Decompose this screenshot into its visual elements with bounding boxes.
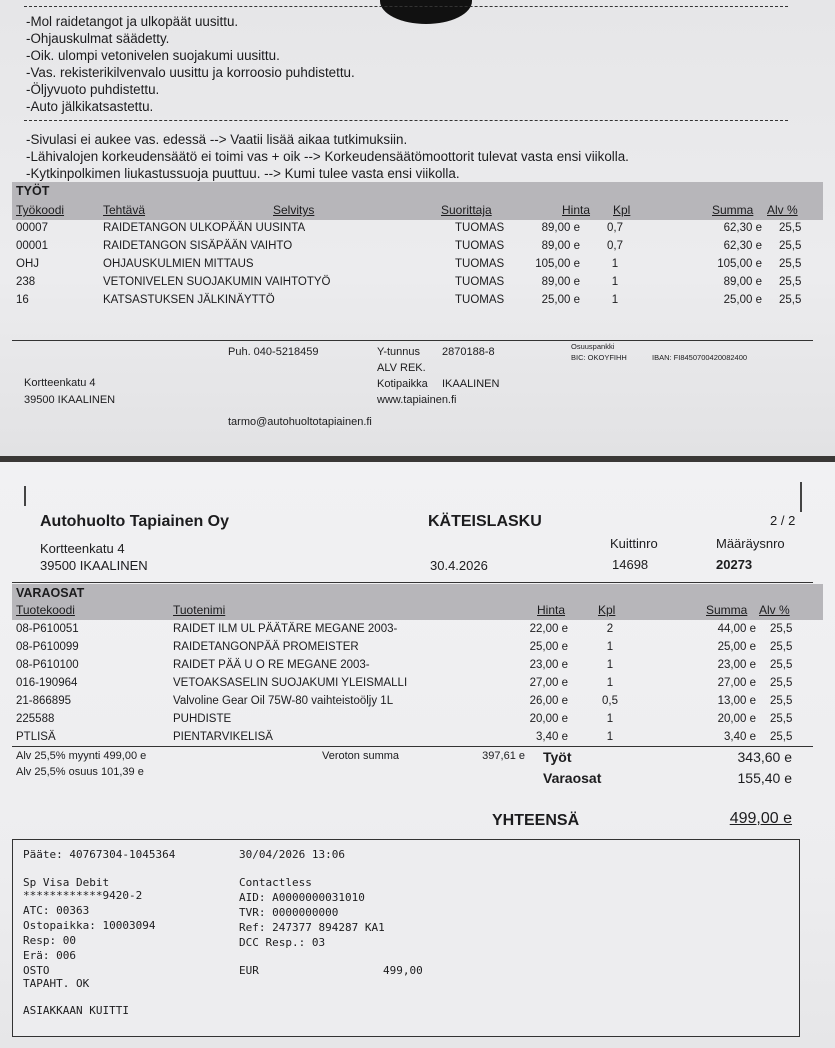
receipt-footer: ASIAKKAAN KUITTI: [23, 1004, 129, 1017]
order-label: Määräysnro: [716, 536, 785, 551]
work-qty: 1: [611, 276, 619, 288]
col-header-price: Hinta: [562, 203, 591, 217]
col-header-code: Tuotekoodi: [16, 603, 75, 617]
atc: ATC: 00363: [23, 904, 90, 917]
dashed-divider: [24, 120, 788, 121]
part-qty: 2: [606, 623, 614, 635]
work-code: 16: [16, 294, 29, 306]
card-type: Sp Visa Debit: [23, 876, 110, 889]
part-vat: 25,5: [770, 731, 793, 743]
part-price: 26,00 e: [529, 695, 568, 707]
col-header-task: Tehtävä: [103, 203, 146, 217]
part-vat: 25,5: [770, 713, 793, 725]
part-name: RAIDETANGONPÄÄ PROMEISTER: [173, 641, 359, 653]
work-qty: 0,7: [607, 222, 623, 234]
part-price: 20,00 e: [529, 713, 568, 725]
col-header-qty: Kpl: [613, 203, 631, 217]
work-sum: 89,00 e: [723, 276, 762, 288]
response-code: Resp: 00: [23, 934, 76, 947]
part-price: 3,40 e: [536, 731, 568, 743]
work-task: OHJAUSKULMIEN MITTAUS: [103, 258, 254, 270]
work-vat: 25,5: [779, 276, 802, 288]
dcc-response: DCC Resp.: 03: [239, 936, 326, 949]
alv-share: Alv 25,5% osuus 101,39 e: [16, 766, 144, 778]
work-code: 00001: [16, 240, 48, 252]
work-code: 00007: [16, 222, 48, 234]
work-sum: 62,30 e: [723, 240, 762, 252]
part-qty: 1: [606, 731, 614, 743]
part-code: 08-P610051: [16, 623, 79, 635]
section-divider: [12, 582, 813, 583]
net-value: 397,61 e: [482, 750, 525, 762]
dark-object: [380, 0, 472, 24]
footer-kotipaikka-label: Kotipaikka: [377, 378, 428, 390]
footer-phone: Puh. 040-5218459: [228, 346, 319, 358]
transaction-datetime: 30/04/2026 13:06: [239, 848, 345, 861]
part-code: 225588: [16, 713, 55, 725]
work-task: RAIDETANGON SISÄPÄÄN VAIHTO: [103, 240, 293, 252]
work-code: OHJ: [16, 258, 39, 270]
col-header-vat: Alv %: [759, 603, 790, 617]
work-worker: TUOMAS: [455, 294, 505, 306]
part-sum: 3,40 e: [724, 731, 756, 743]
receipt-amount: 499,00: [383, 964, 423, 977]
part-code: PTLISÄ: [16, 731, 56, 743]
card-number: ************9420-2: [23, 889, 143, 902]
work-price: 89,00 e: [541, 276, 580, 288]
work-price: 25,00 e: [541, 294, 580, 306]
col-header-code: Työkoodi: [16, 203, 65, 217]
col-header-desc: Selvitys: [273, 203, 315, 217]
part-vat: 25,5: [770, 659, 793, 671]
footer-divider: [12, 340, 813, 341]
col-header-qty: Kpl: [598, 603, 616, 617]
work-vat: 25,5: [779, 222, 802, 234]
page-number: 2 / 2: [770, 513, 796, 528]
part-qty: 1: [606, 713, 614, 725]
work-sum: 62,30 e: [723, 222, 762, 234]
part-sum: 23,00 e: [717, 659, 756, 671]
invoice-date: 30.4.2026: [430, 558, 488, 573]
work-vat: 25,5: [779, 258, 802, 270]
col-header-name: Tuotenimi: [173, 603, 226, 617]
batch: Erä: 006: [23, 949, 76, 962]
tyot-title: TYÖT: [16, 184, 50, 198]
part-name: PUHDISTE: [173, 713, 232, 725]
footer-address-city: 39500 IKAALINEN: [24, 394, 116, 406]
dashed-divider: [24, 6, 788, 7]
parts-total-value: 155,40 e: [737, 770, 792, 786]
note-line: -Oik. ulompi vetonivelen suojakumi uusittu.: [26, 48, 280, 63]
work-worker: TUOMAS: [455, 240, 505, 252]
work-price: 105,00 e: [535, 258, 580, 270]
part-name: PIENTARVIKELISÄ: [173, 731, 273, 743]
fold-mark: [24, 486, 26, 506]
grand-total-value: 499,00 e: [729, 810, 792, 827]
transaction-status: TAPAHT. OK: [23, 977, 90, 990]
card-receipt: [12, 839, 800, 1037]
work-vat: 25,5: [779, 240, 802, 252]
invoice-address-street: Kortteenkatu 4: [40, 541, 125, 556]
part-price: 27,00 e: [529, 677, 568, 689]
work-qty: 0,7: [607, 240, 623, 252]
part-code: 08-P610100: [16, 659, 79, 671]
receipt-label: Kuittinro: [610, 536, 658, 551]
part-vat: 25,5: [770, 641, 793, 653]
work-worker: TUOMAS: [455, 222, 505, 234]
currency: EUR: [239, 964, 259, 977]
work-task: VETONIVELEN SUOJAKUMIN VAIHTOTYÖ: [103, 276, 331, 288]
col-header-vat: Alv %: [767, 203, 798, 217]
payment-method: Contactless: [239, 876, 312, 889]
part-code: 016-190964: [16, 677, 78, 689]
net-label: Veroton summa: [322, 750, 400, 762]
part-sum: 20,00 e: [717, 713, 756, 725]
part-sum: 27,00 e: [717, 677, 756, 689]
note-line: -Öljyvuoto puhdistettu.: [26, 82, 160, 97]
footer-address-street: Kortteenkatu 4: [24, 377, 96, 389]
col-header-sum: Summa: [712, 203, 754, 217]
grand-total-label: YHTEENSÄ: [492, 812, 580, 829]
footer-bic: BIC: OKOYFIHH: [571, 353, 627, 362]
part-qty: 0,5: [602, 695, 618, 707]
work-sum: 105,00 e: [717, 258, 762, 270]
fold-mark: [800, 482, 802, 512]
part-sum: 25,00 e: [717, 641, 756, 653]
merchant-id: Ostopaikka: 10003094: [23, 919, 156, 932]
note-line: -Auto jälkikatsastettu.: [26, 99, 154, 114]
part-sum: 13,00 e: [717, 695, 756, 707]
varaosat-header-band: [12, 584, 823, 620]
transaction-type: OSTO: [23, 964, 50, 977]
note-line: -Kytkinpolkimen liukastussuoja puuttuu. --> Kumi tulee vasta ensi viikolla.: [26, 166, 460, 181]
part-vat: 25,5: [770, 695, 793, 707]
reference: Ref: 247377 894287 KA1: [239, 921, 385, 934]
footer-ytunnus-label: Y-tunnus: [377, 346, 421, 358]
terminal-id: Pääte: 40767304-1045364: [23, 848, 176, 861]
parts-total-label: Varaosat: [543, 770, 602, 786]
work-task: RAIDETANGON ULKOPÄÄN UUSINTA: [103, 222, 306, 234]
work-price: 89,00 e: [541, 240, 580, 252]
work-worker: TUOMAS: [455, 276, 505, 288]
footer-alv: ALV REK.: [377, 362, 426, 374]
footer-kotipaikka: IKAALINEN: [442, 378, 500, 390]
part-price: 22,00 e: [529, 623, 568, 635]
part-qty: 1: [606, 659, 614, 671]
part-name: VETOAKSASELIN SUOJAKUMI YLEISMALLI: [173, 677, 408, 689]
varaosat-title: VARAOSAT: [16, 586, 85, 600]
part-qty: 1: [606, 641, 614, 653]
part-qty: 1: [606, 677, 614, 689]
document-type: KÄTEISLASKU: [428, 513, 542, 530]
part-name: Valvoline Gear Oil 75W-80 vaihteistoöljy 1L: [173, 695, 394, 707]
part-name: RAIDET PÄÄ U O RE MEGANE 2003-: [173, 659, 370, 671]
col-header-price: Hinta: [537, 603, 566, 617]
part-vat: 25,5: [770, 677, 793, 689]
work-task: KATSASTUKSEN JÄLKINÄYTTÖ: [103, 294, 275, 306]
work-vat: 25,5: [779, 294, 802, 306]
part-code: 08-P610099: [16, 641, 79, 653]
alv-sales: Alv 25,5% myynti 499,00 e: [16, 750, 147, 762]
aid: AID: A0000000031010: [239, 891, 365, 904]
note-line: -Sivulasi ei aukee vas. edessä --> Vaatii lisää aikaa tutkimuksiin.: [26, 132, 408, 147]
footer-bank: Osuuspankki: [571, 342, 615, 351]
work-code: 238: [16, 276, 36, 288]
footer-website: www.tapiainen.fi: [377, 394, 457, 406]
part-sum: 44,00 e: [717, 623, 756, 635]
work-qty: 1: [611, 258, 619, 270]
col-header-worker: Suorittaja: [441, 203, 492, 217]
work-total-value: 343,60 e: [737, 749, 792, 765]
invoice-page-2: [0, 462, 835, 1048]
tvr: TVR: 0000000000: [239, 906, 339, 919]
part-price: 25,00 e: [529, 641, 568, 653]
part-vat: 25,5: [770, 623, 793, 635]
note-line: -Vas. rekisterikilvenvalo uusittu ja korroosio puhdistettu.: [26, 65, 355, 80]
totals-divider: [12, 746, 813, 747]
work-worker: TUOMAS: [455, 258, 505, 270]
receipt-number: 14698: [612, 557, 649, 572]
order-number: 20273: [716, 557, 753, 572]
footer-email: tarmo@autohuoltotapiainen.fi: [228, 416, 372, 428]
work-sum: 25,00 e: [723, 294, 762, 306]
note-line: -Lähivalojen korkeudensäätö ei toimi vas + oik --> Korkeudensäätömoottorit tulevat vasta ensi viikolla.: [26, 149, 629, 164]
work-total-label: Työt: [543, 749, 572, 765]
footer-iban: IBAN: FI8450700420082400: [652, 353, 748, 362]
part-price: 23,00 e: [529, 659, 568, 671]
note-line: -Ohjauskulmat säädetty.: [26, 31, 170, 46]
invoice-address-city: 39500 IKAALINEN: [40, 558, 148, 573]
work-qty: 1: [611, 294, 619, 306]
footer-ytunnus: 2870188-8: [442, 346, 495, 358]
part-code: 21-866895: [16, 695, 71, 707]
company-name: Autohuolto Tapiainen Oy: [40, 513, 230, 530]
work-price: 89,00 e: [541, 222, 580, 234]
col-header-sum: Summa: [706, 603, 748, 617]
part-name: RAIDET ILM UL PÄÄTÄRE MEGANE 2003-: [173, 623, 398, 635]
note-line: -Mol raidetangot ja ulkopäät uusittu.: [26, 14, 239, 29]
invoice-page-1: [0, 0, 835, 456]
